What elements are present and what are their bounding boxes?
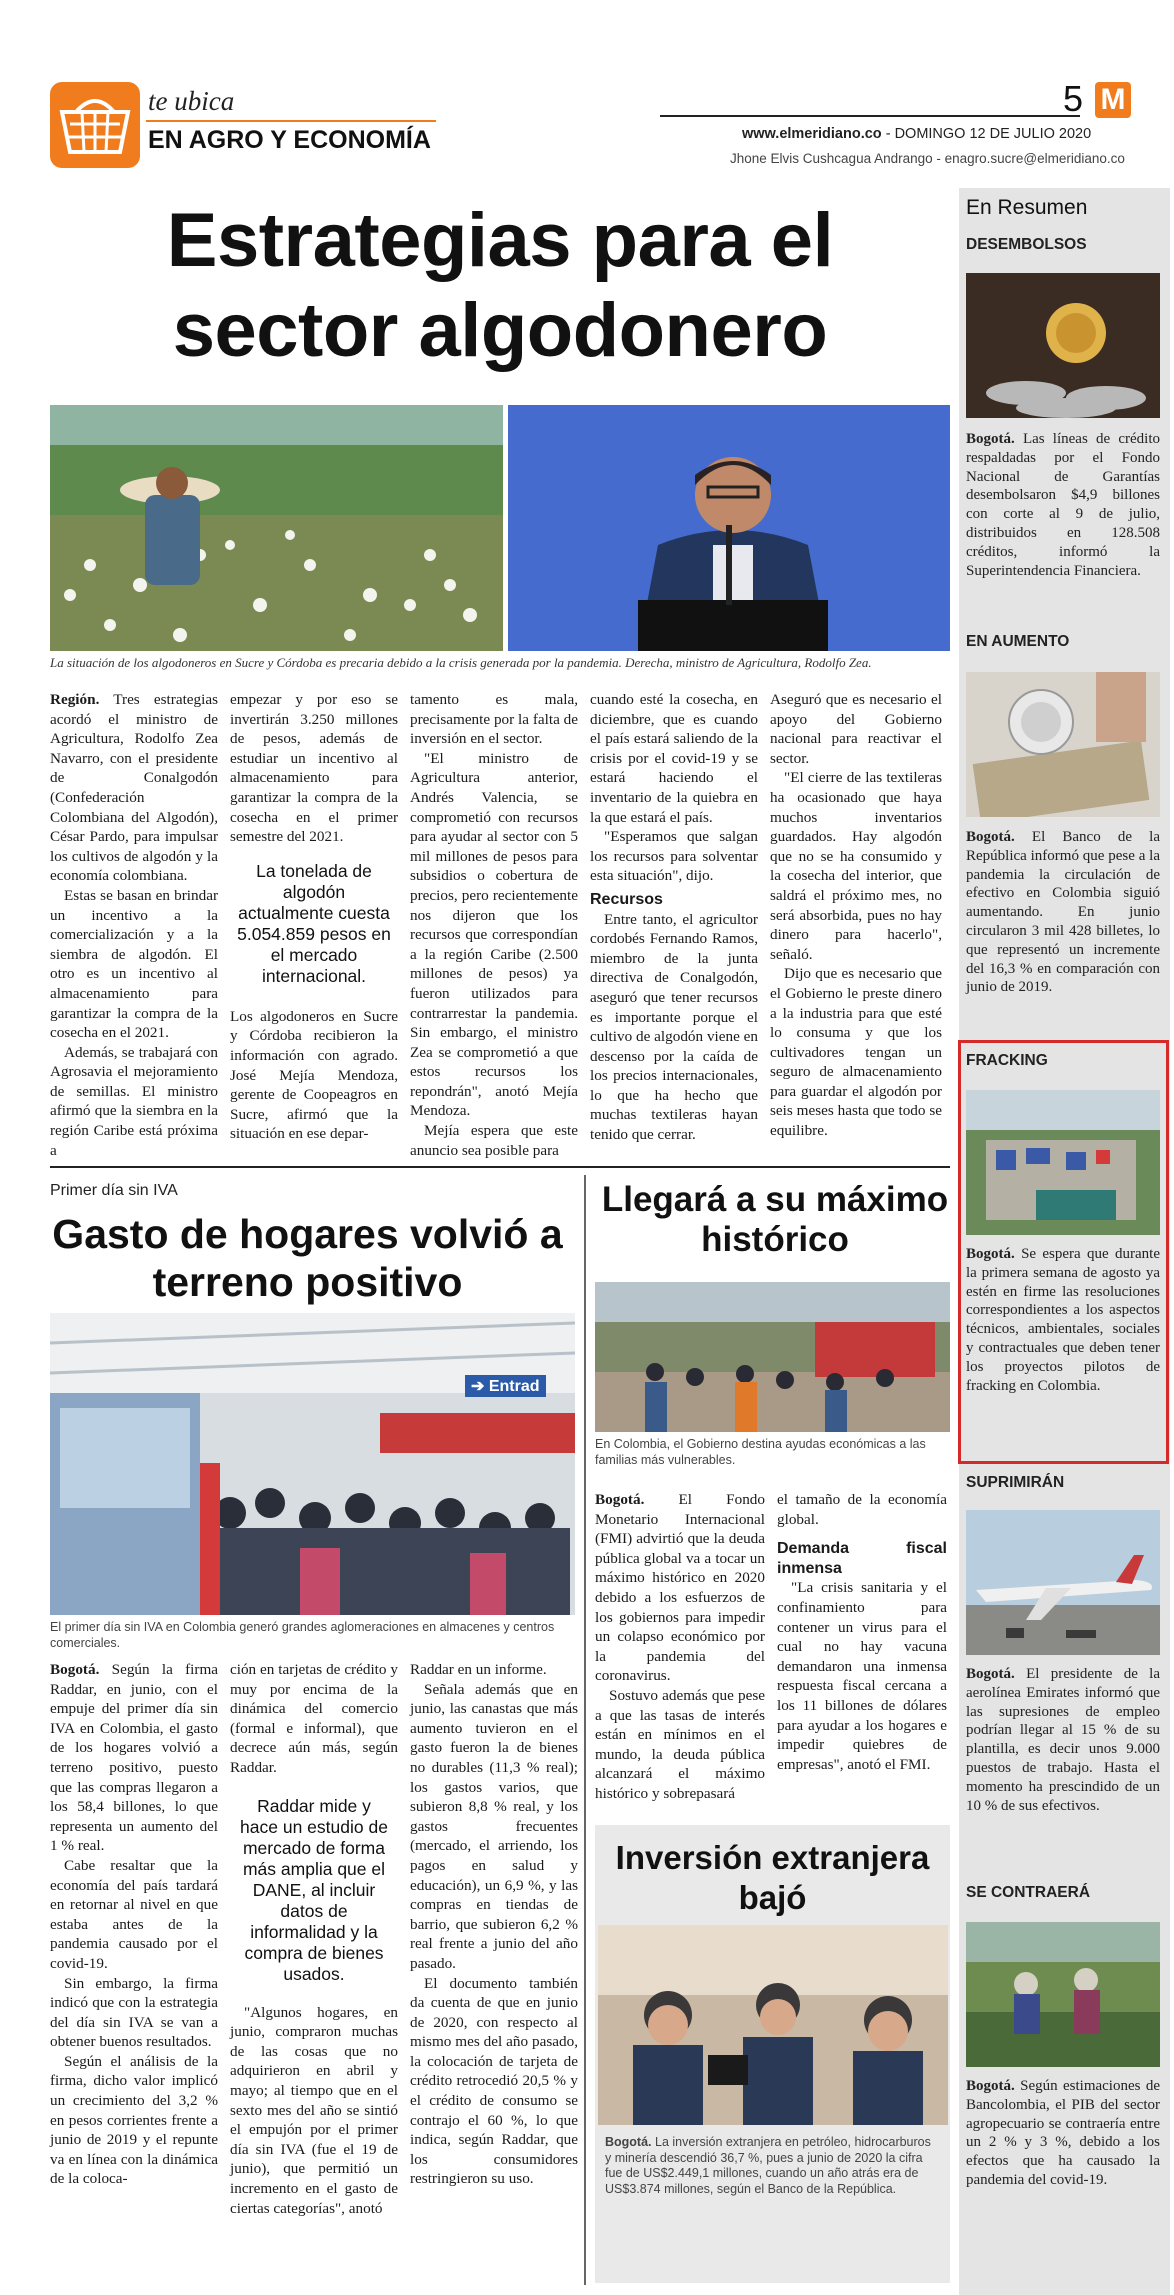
story2-col-3: Raddar en un informe. Señala además que en junio, las canastas que más aumento tuvieron en el gasto fueron la de bienes no durables (11,3 % real); los gastos varios, que subieron 8,8 % real, y los gastos frecuentes (mercado, el arriendo, los pagos en salud y educación), un 6,9 %, y las compras en tiendas de barrio, que subieron 6,2 % real frente a junio del año pasado. El documento también da cuenta de que en junio de 2020, con respecto al mismo mes del año pasado, la colocación de tarjeta de crédito retrocedió 20,5 % y el crédito de consumo se contrajo el 60 %, lo que indica, según Raddar, que los consumidores restringieron su uso. [410, 1661, 578, 2188]
vertical-divider [584, 1175, 586, 2285]
sidebar-text-4: Bogotá. El presidente de la aerolínea Emirates informó que las supresiones de empleo podrían llegar al 15 % de su plantilla, es decir unos 9.000 puestos de trabajo. Hasta el momento ha prescindido de un 10 % de sus efectivos. [966, 1666, 1160, 1814]
section-title: EN AGRO Y ECONOMÍA [148, 126, 431, 154]
website[interactable]: www.elmeridiano.co [742, 126, 882, 142]
photo-sign: ➔ Entrad [465, 1375, 546, 1397]
sidebar-text-2: Bogotá. El Banco de la República informó que pese a la pandemia la circulación de efectivo en Colombia siguió aumentando. En junio circularon 3 mil 428 billetes, lo que representó un incremente del 16,3 % en comparación con junio de 2019. [966, 829, 1160, 996]
main-headline: Estrategias para el sector algodonero [166, 198, 834, 373]
sidebar-text-3: Bogotá. Se espera que durante la primera semana de agosto ya estén en firme las resoluciones correspondientes a los aspectos técnicos, ambientales, sociales y contractuales que deben tener los proyectos pilotos de fracking en Colombia. [966, 1246, 1160, 1394]
story2-kicker: Primer día sin IVA [50, 1182, 178, 1199]
sidebar-head-aumento: EN AUMENTO [966, 633, 1070, 650]
story2-pull-quote: Raddar mide y hace un estudio de mercado de forma más amplia que el DANE, al incluir datos de informalidad y la compra de bienes usados. [240, 1795, 388, 1984]
story2-headline: Gasto de hogares volvió a terreno positivo [52, 1211, 563, 1305]
main-col-3: tamento es mala, precisamente por la falta de inversión en el sector. "El ministro de Agricultura anterior, Andrés Valencia, se comprometió con recursos para ayudar al sector con 5 mil millones de pesos para subsidios o cobertura de precios, pero recientemente nos dijeron que los recursos que correspondían a la región Caribe (2.500 millones de pesos) ya fueron utilizados para contrarrestar la pandemia. Sin embargo, el ministro Zea se comprometió a que estos recursos los repondrán", anotó Mejía Mendoza. Mejía espera que este anuncio sea posible para [410, 691, 578, 1159]
main-col-2: empezar y por eso se invertirán 3.250 millones de pesos, además de estudiar un incentivo al almacenamiento para garantizar la compra de la cosecha en el primer semestre del 2021. La tonelada de algodón actualmente cuesta 5.054.859 pesos en el mercado internacional. Los algodoneros en Sucre y Córdoba recibieron la información con agrado. José Mejía Mendoza, gerente de Coopeagros en Sucre, afirmó que la situación en ese depar- [230, 691, 398, 1143]
cotton-field-photo [50, 405, 503, 651]
story3-photo-caption: En Colombia, el Gobierno destina ayudas económicas a las familias más vulnerables. [595, 1437, 926, 1467]
byline: Jhone Elvis Cushcagua Andrango - enagro.sucre@elmeridiano.co [730, 151, 1125, 166]
sidebar-text-5: Bogotá. Según estimaciones de Bancolombia, el PIB del sector agropecuario se contraería entre un 2 % y 3 %, debido a los efectos que ha causado la pandemia del covid-19. [966, 2078, 1160, 2188]
header-rule [660, 115, 1080, 117]
story3-col-1: Bogotá. El Fondo Monetario Internacional (FMI) advirtió que la deuda pública global va a tocar un máximo histórico en 2020 debido a los esfuerzos de los gobiernos para impedir un colapso económico por la pandemia del coronavirus. Sostuvo además que pese a que las tasas de interés están en mínimos en el mundo, la deuda pública alcanzará el máximo histórico y sobrepasará [595, 1491, 765, 1802]
main-col-4: cuando esté la cosecha, en diciembre, que es cuando el país estará saliendo de la crisis por el covid-19 y se estará haciendo el inventario de la quiebra en la que estará el país. "Esperamos que salgan los recursos para solventar esta situación", dijo. Recursos Entre tanto, el agricultor cordobés Fernando Ramos, miembro de la junta directiva de Conalgodón, aseguró que tener recursos es importante porque el cultivo de algodón viene en descenso por la caída de los precios internacionales, lo que ha hecho que muchas textileras hayan tenido que cerrar. [590, 691, 758, 1144]
page-number: 5 [1063, 78, 1084, 119]
sidebar-head-contraera: SE CONTRAERÁ [966, 1884, 1091, 1901]
minister-photo [508, 405, 950, 651]
subhead-recursos: Recursos [590, 890, 663, 908]
story3-headline: Llegará a su máximo histórico [601, 1180, 949, 1259]
subhead-demanda: Demanda fiscal inmensa [777, 1540, 947, 1577]
main-col-5: Aseguró que es necesario el apoyo del Gobierno nacional para reactivar el sector. "El cierre de las textileras ha ocasionado que haya muchos inventarios guardados. Hay algodón que no se ha consumido y la cosecha del interior, que saldrá el próximo mes, no será absorbida, pues no hay dinero para hacerlo", señaló. Dijo que es necesario que el Gobierno le preste dinero a la industria para que esté lo consuma y que los cultivadores tengan un seguro de almacenamiento para guardar el algodón por seis meses hasta que todo se equilibre. [770, 691, 942, 1140]
sidebar-head-desembolsos: DESEMBOLSOS [966, 236, 1087, 253]
banknotes-photo [966, 672, 1160, 817]
section-divider [50, 1166, 950, 1168]
coins-photo [966, 273, 1160, 418]
sidebar-title: En Resumen [966, 196, 1088, 219]
story4-caption: Bogotá. La inversión extranjera en petróleo, hidrocarburos y minería descendió 36,7 %, pues a junio de 2020 la cifra fue de US$2.449,1 millones, cuando un año atrás era de US$3.874 millones, según el Banco de la República. [605, 2135, 931, 2196]
store-crowd-photo [50, 1313, 575, 1615]
pull-quote: La tonelada de algodón actualmente cuesta 5.054.859 pesos en el mercado internacional. [237, 860, 391, 986]
logo-letter: M [1100, 83, 1126, 116]
sidebar-head-fracking: FRACKING [966, 1052, 1048, 1069]
story3-col-2: el tamaño de la economía global. Demanda fiscal inmensa "La crisis sanitaria y el confinamiento para contener un virus para el cual no hay vacuna demandaron una inmensa respuesta fiscal cercana a los 11 billones de dólares para ayudar a los hogares e impedir quiebres de empresas", anotó el FMI. [777, 1491, 947, 1773]
story2-col-2: ción en tarjetas de crédito y muy por encima de la dinámica del comercio (formal e informal), que decrece aún más, según Raddar. Raddar mide y hace un estudio de mercado de forma más amplia que el DANE, al incluir datos de informalidad y la compra de bienes usados. "Algunos hogares, en junio, compraron muchas de las cosas que no adquirieron en abril y mayo; al tiempo que en el sexto mes del año se sintió el empujón por el primer día sin IVA (fue el 19 de junio), que permitió un incremento en el gasto de ciertas categorías", anotó [230, 1661, 398, 2217]
section-logo [50, 82, 140, 168]
main-photo-caption: La situación de los algodoneros en Sucre y Córdoba es precaria debido a la crisis generada por la pandemia. Derecha, ministro de Agricultura, Rodolfo Zea. [50, 655, 872, 670]
date: DOMINGO 12 DE JULIO 2020 [894, 126, 1092, 142]
lead-place: Región. [50, 691, 100, 708]
aid-line-photo [595, 1282, 950, 1432]
main-col-1: Región. Tres estrategias acordó el ministro de Agricultura, Rodolfo Zea Navarro, con el presidente de Conalgodón (Confederación Colombiana del Algodón), César Pardo, para impulsar los cultivos de algodón y la economía colombiana. Estas se basan en brindar un incentivo a la comercialización y a la siembra de algodón. El otro es un incentivo al almacenamiento para garantizar la compra de la cosecha en el 2021. Además, se trabajará con Agrosavia el mejoramiento de semillas. El ministro afirmó que la siembra en la región Caribe está próxima a [50, 691, 218, 1159]
farmers-photo [966, 1922, 1160, 2067]
story2-col-1: Bogotá. Según la firma Raddar, en junio, con el empuje del primer día sin IVA en Colombia, el gasto de los hogares volvió a terreno positivo, puesto que las compras llegaron a los 58,4 billones, lo que representa un aumento del 1 % real. Cabe resaltar que la economía del país tardará en retornar al nivel en que estaba antes de la pandemia causado por el covid-19. Sin embargo, la firma indicó que con la estrategia del día sin IVA se van a obtener buenos resultados. Según el análisis de la firma, dicho valor implicó un crecimiento del 3,2 % en pesos corrientes frente a junio de 2019 y el repunte va en línea con la dinámica de la coloca- [50, 1661, 219, 2188]
story2-photo-caption: El primer día sin IVA en Colombia generó grandes aglomeraciones en almacenes y centros comerciales. [50, 1620, 555, 1650]
traders-photo [598, 1925, 948, 2125]
basket-icon [50, 82, 140, 168]
sidebar-text-1: Bogotá. Las líneas de crédito respaldadas por el Fondo Nacional de Garantías desembolsaron $4,9 billones con corte al 9 de julio, distribuidos en 128.508 créditos, informó la Superintendencia Financiera. [966, 431, 1160, 579]
sidebar-head-supriman: SUPRIMIRÁN [966, 1474, 1065, 1491]
story4-headline: Inversión extranjera bajó [615, 1839, 930, 1916]
section-underline [146, 120, 436, 122]
paper-logo [1095, 82, 1131, 118]
aircraft-photo [966, 1510, 1160, 1655]
dateline: www.elmeridiano.co - DOMINGO 12 DE JULIO 2020 [742, 126, 1092, 142]
section-kicker: te ubica [148, 86, 235, 116]
fracking-site-photo [966, 1090, 1160, 1235]
